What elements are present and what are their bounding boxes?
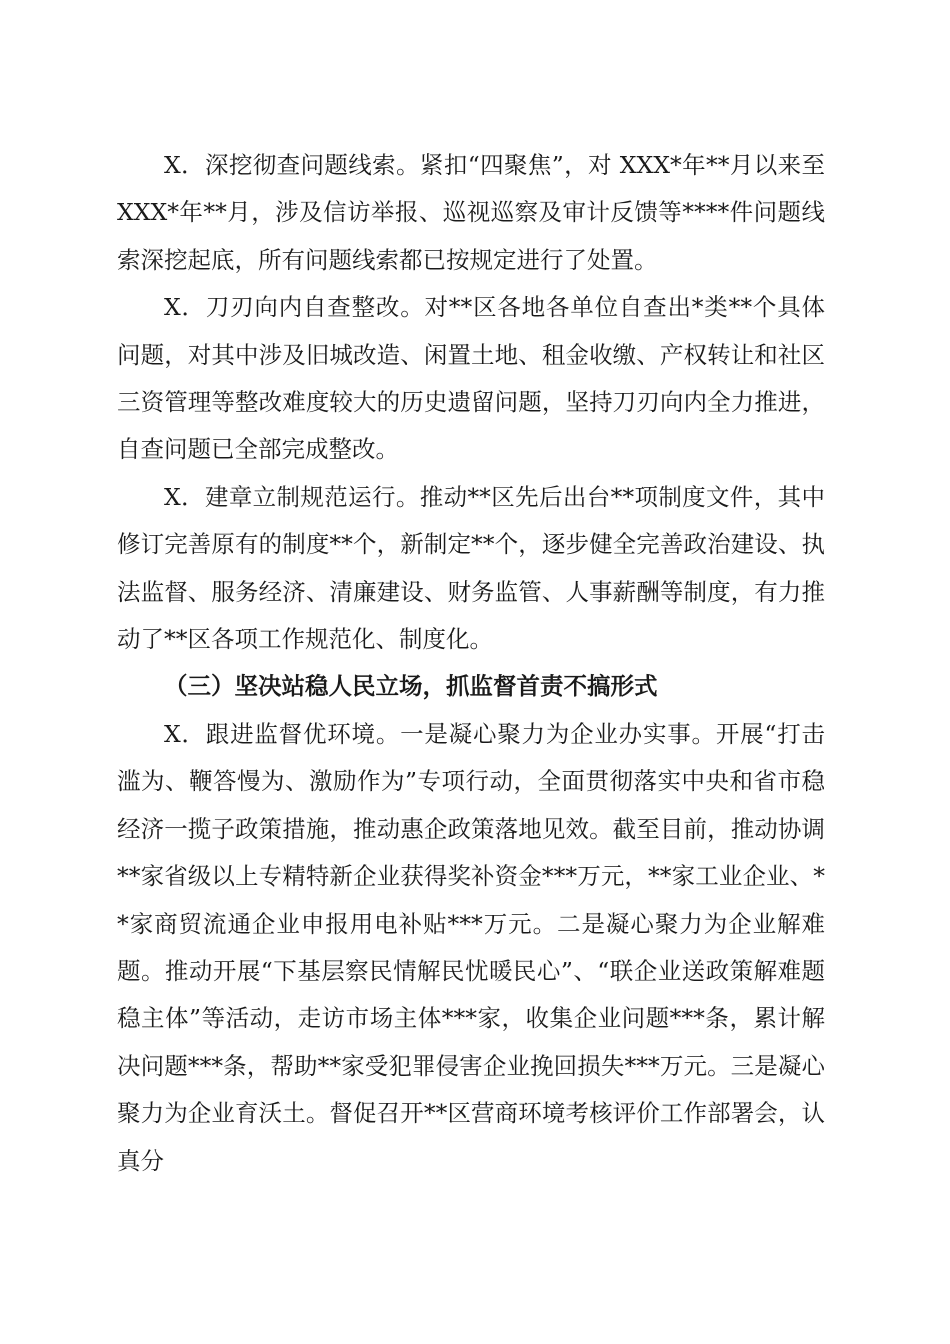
paragraph-clue-investigation: X．深挖彻查问题线索。紧扣“四聚焦”，对 XXX*年**月以来至 XXX*年**月，涉及信访举报、巡视巡察及审计反馈等****件问题线索深挖起底，所有问题线索都已按规定进行了处置。 bbox=[117, 151, 825, 274]
paragraph-regulations: X．建章立制规范运行。推动**区先后出台**项制度文件，其中修订完善原有的制度**个，新制定**个，逐步健全完善政治建设、执法监督、服务经济、清廉建设、财务监管、人事薪酬等制度，有力推动了**区各项工作规范化、制度化。 bbox=[117, 482, 825, 654]
document-body bbox=[117, 142, 825, 1185]
paragraph-self-inspection: X．刀刃向内自查整改。对**区各地各单位自查出*类**个具体问题，对其中涉及旧城改造、闲置土地、租金收缴、产权转让和社区三资管理等整改难度较大的历史遗留问题，坚持刀刃向内全力推进，自查问题已全部完成整改。 bbox=[117, 293, 825, 464]
paragraph-supervision-environment: X．跟进监督优环境。一是凝心聚力为企业办实事。开展“打击滥为、鞭答慢为、激励作为”专项行动，全面贯彻落实中央和省市稳经济一揽子政策措施，推动惠企政策落地见效。截至目前，推动协调**家省级以上专精特新企业获得奖补资金***万元，**家工业企业、**家商贸流通企业申报用电补贴***万元。二是凝心聚力为企业解难题。推动开展“下基层察民情解民忧暖民心”、“联企业送政策解难题稳主体”等活动，走访市场主体***家，收集企业问题***条，累计解决问题***条，帮助**家受犯罪侵害企业挽回损失***万元。三是凝心聚力为企业育沃土。督促召开**区营商环境考核评价工作部署会，认真分 bbox=[117, 719, 825, 1175]
section-heading: （三）坚决站稳人民立场，抓监督首责不搞形式 bbox=[164, 672, 658, 701]
